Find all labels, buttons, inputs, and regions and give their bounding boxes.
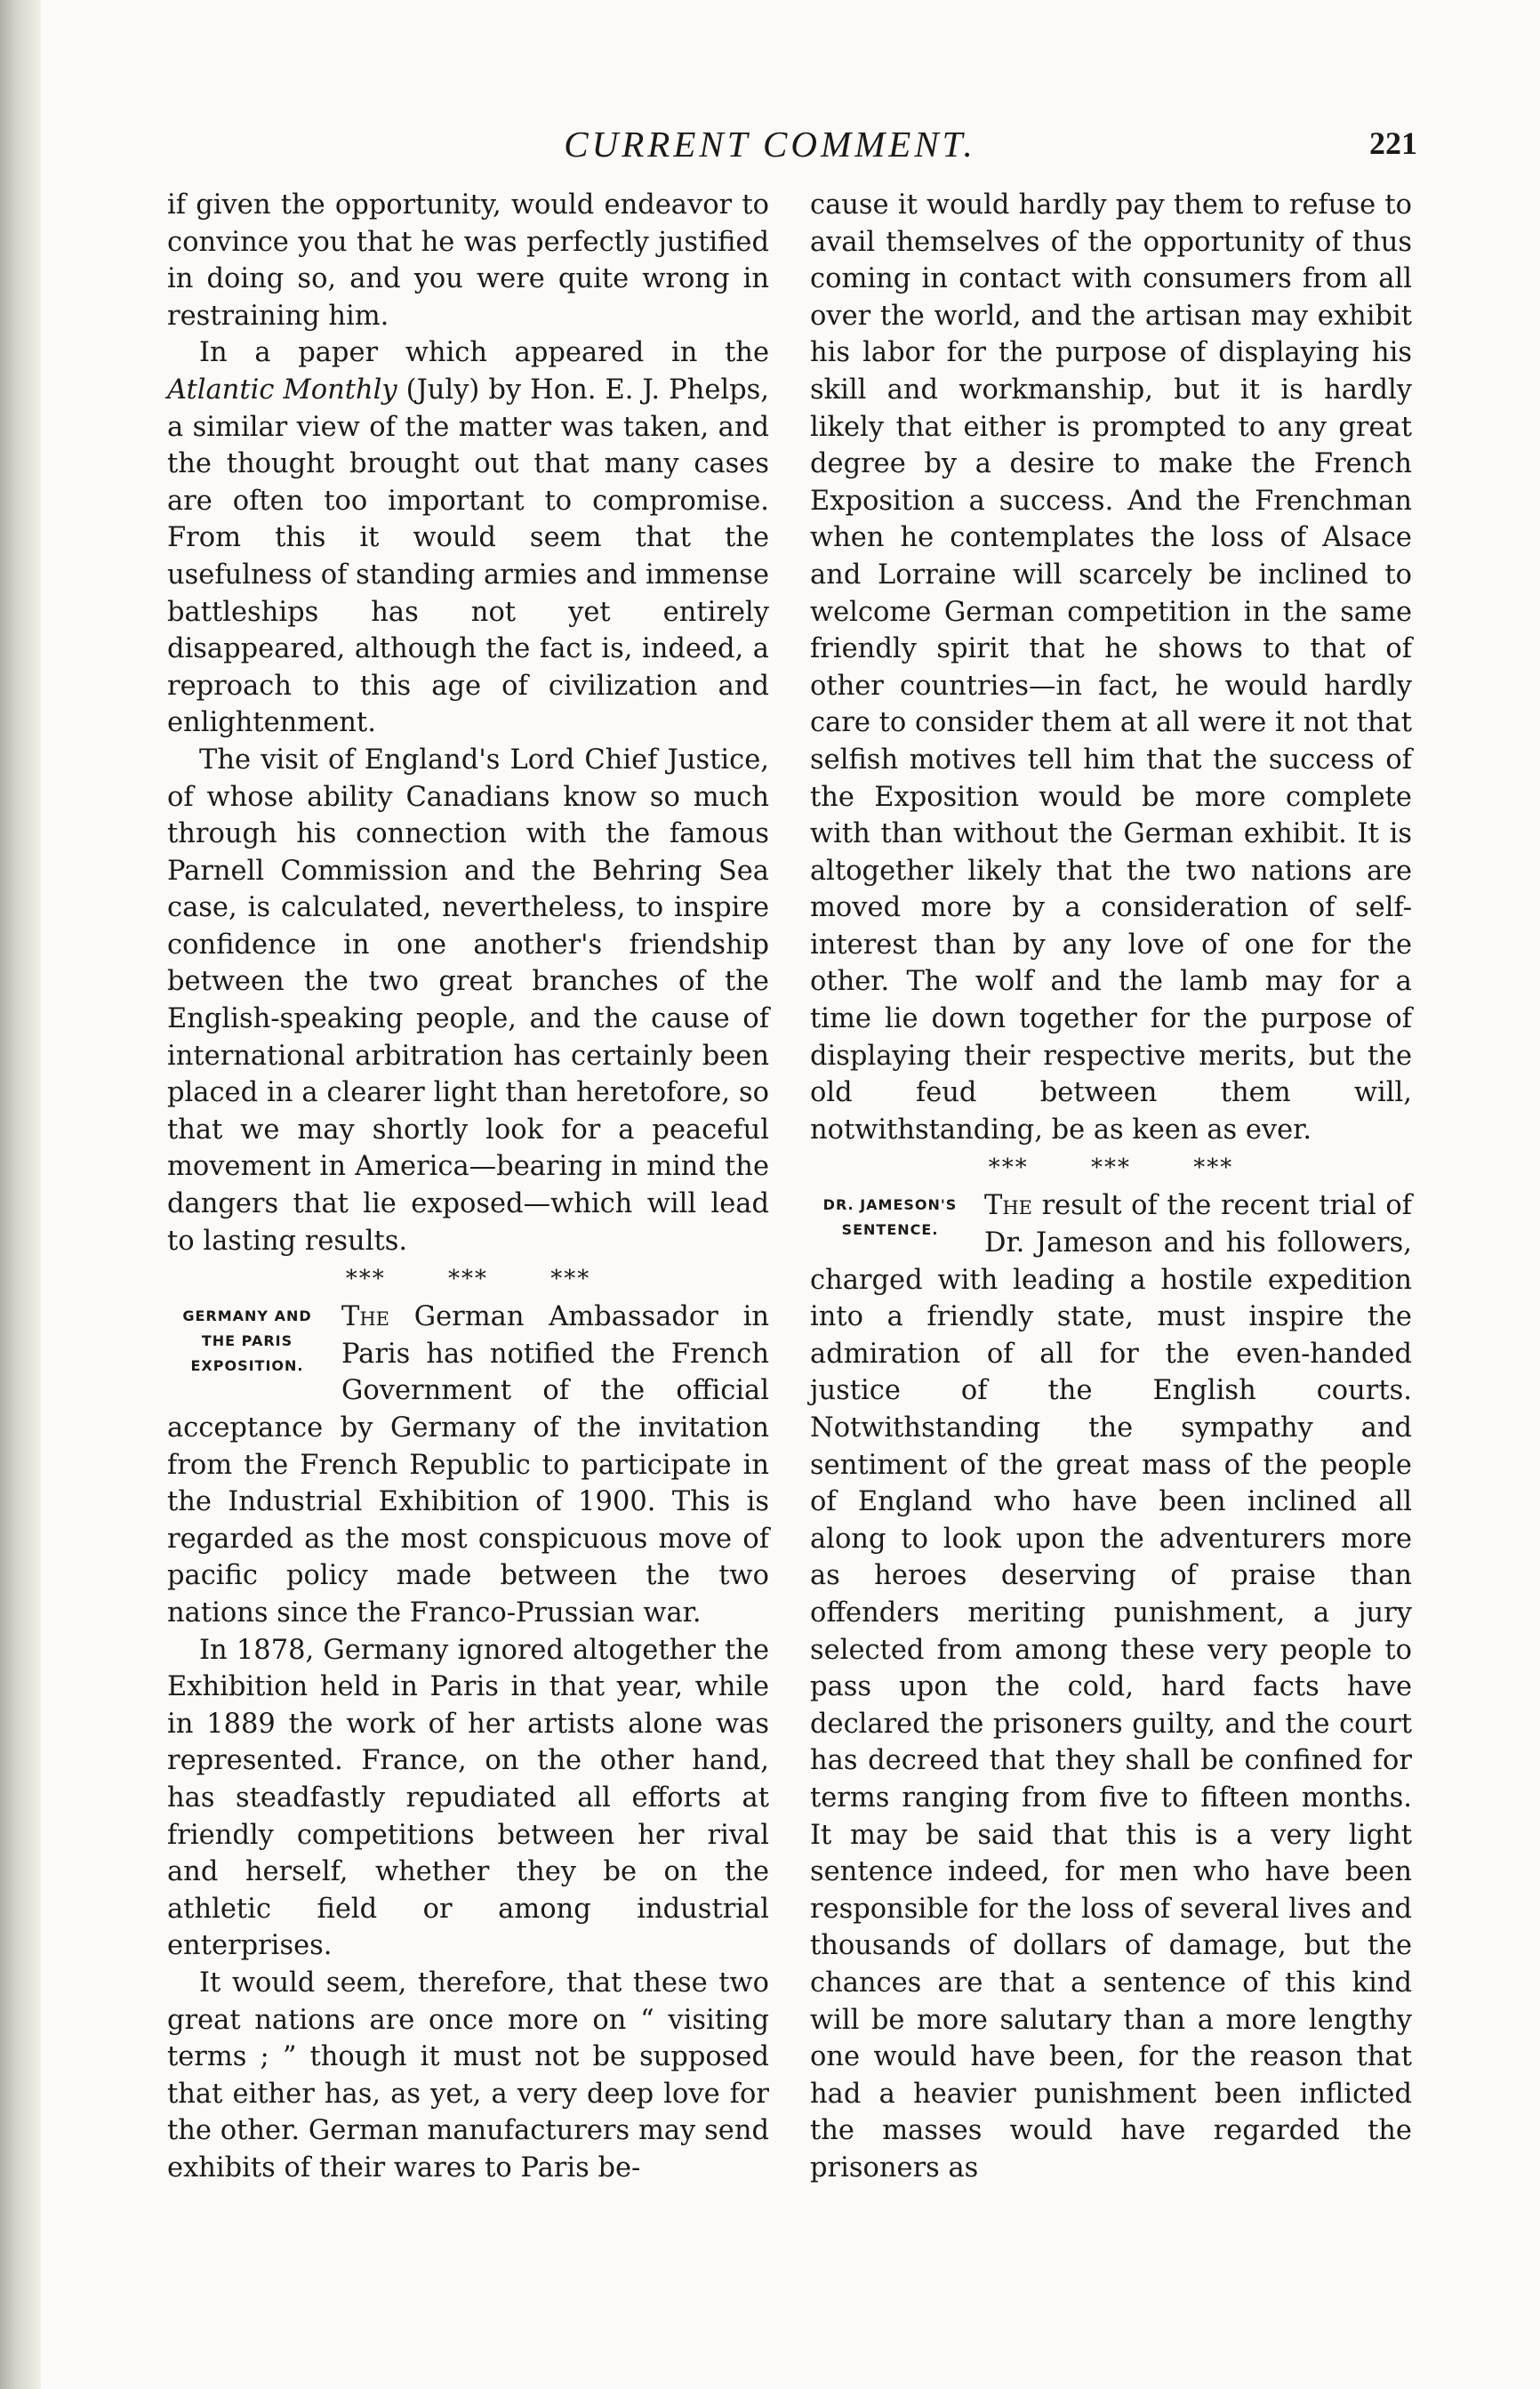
text-run: In a paper which appeared in the [199,337,769,369]
side-heading: DR. JAMESON'S SENTENCE. [822,1196,958,1239]
text-run: (July) by Hon. E. J. Phelps, a similar view of the matter was taken, and the thought brought out that many cases are often too important to compromise. From this it would seem that the usefulness of standing armies and immense battleships has not yet entirely disappeared, although the fact is, indeed, a reproach to this age of civilization and enlightenment. [167,374,769,739]
scanned-page-edge [0,0,41,2389]
lead-word: The [341,1301,389,1333]
page-number: 221 [1369,125,1417,161]
paragraph [810,1187,1412,2186]
paragraph: cause it would hardly pay them to refuse to avail themselves of the opportunity of thus coming in contact with consumers from all over the world, and the artisan may exhibit his labor for the purpose of displaying his skill and workmanship, but it is hardly likely that either is prompted to any great degree by a desire to make the French Exposition a success. And the Frenchman when he contemplates the loss of Alsace and Lorraine will scarcely be inclined to welcome German competition in the same friendly spirit that he shows to that of other countries—in fact, he would hardly care to consider them at all were it not that selfish motives tell him that the success of the Exposition would be more complete with than without the German exhibit. It is altogether likely that the two nations are moved more by a consideration of self-interest than by any love of one for the other. The wolf and the lamb may for a time lie down together for the purpose of displaying their respective merits, but the old feud between them will, notwithstanding, be as keen as ever. [810,189,1412,1146]
text-run: German Ambassador in Paris has notified the French Government of the official acceptance by Germany of the invitation from the French Republic to participate in the Industrial Exhibition of 1900. This is regarded as the most conspicuous move of pacific policy made between the two nations since the Franco-Prussian war. [167,1301,769,1629]
running-title: CURRENT COMMENT. [564,124,976,165]
paragraph: In 1878, Germany ignored altogether the Exhibition held in Paris in that year, while in 1889 the work of her artists alone was represented. France, on the other hand, has steadfastly repudiated all efforts at friendly competitions between her rival and herself, whether they be on the athletic field or among industrial enterprises. [167,1634,769,1962]
section-divider: *** *** *** [988,1154,1234,1182]
paragraph [167,334,769,742]
left-column [167,187,769,2186]
paragraph: The visit of England's Lord Chief Justice, of whose ability Canadians know so much through his connection with the famous Parnell Commission and the Behring Sea case, is calculated, nevertheless, to inspire confidence in one another's friendship between the two great branches of the English-speaking people, and the cause of international arbitration has certainly been placed in a clearer light than heretofore, so that we may shortly look for a peaceful movement in America—bearing in mind the dangers that lie exposed—which will lead to lasting results. [167,744,769,1257]
italic-title: Atlantic Monthly [167,374,397,406]
lead-word: The [984,1190,1032,1222]
section-divider: *** *** *** [345,1266,591,1293]
text-run: result of the recent trial of Dr. Jameson and his followers, charged with leading a hostile expedition into a friendly state, must inspire the admiration of all for the even-handed justice of the English courts. Notwithstanding the sympathy and sentiment of the great mass of the people of England who have been inclined all along to look upon the adventurers more as heroes deserving of praise than offenders meriting punishment, a jury selected from among these very people to pass upon the cold, hard facts have declared the prisoners guilty, and the court has decreed that they shall be confined for terms ranging from five to fifteen months. It may be said that this is a very light sentence indeed, for men who have been responsible for the loss of several lives and thousands of dollars of damage, but the chances are that a sentence of this kind will be more salutary than a more lengthy one would have been, for the reason that had a heavier punishment been inflicted the masses would have regarded the prisoners as [810,1190,1412,2184]
side-heading: GERMANY AND THE PARIS EXPOSITION. [182,1307,312,1375]
paragraph: It would seem, therefore, that these two great nations are once more on “ visiting terms ; ” though it must not be supposed that either has, as yet, a very deep love for the other. German manufacturers may send exhibits of their wares to Paris be- [167,1967,769,2184]
right-column [810,187,1412,2186]
page-header [0,123,1540,176]
paragraph: if given the opportunity, would endeavor to convince you that he was perfectly justified in doing so, and you were quite wrong in restraining him. [167,189,769,332]
